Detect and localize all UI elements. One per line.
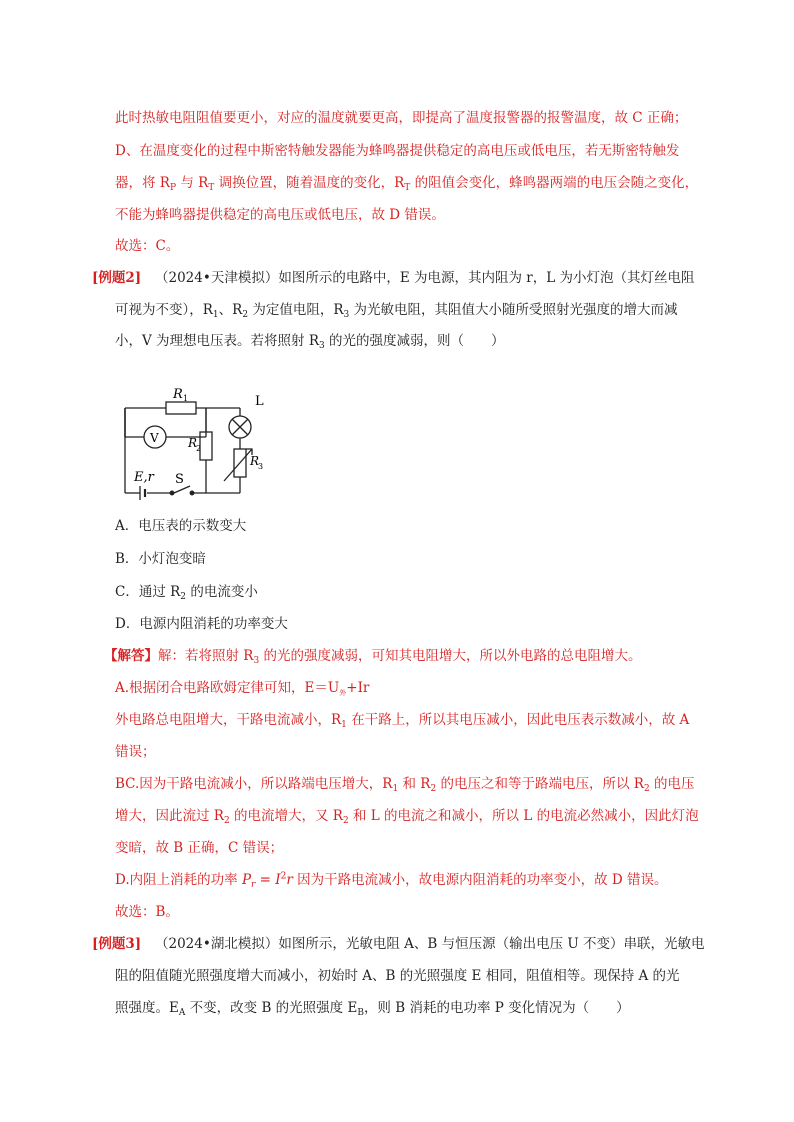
option-b: B．小灯泡变暗 xyxy=(115,551,206,567)
r1-sub: 1 xyxy=(183,394,189,403)
answer-line-6: 增大，因此流过 $R_2$ 的电流增大，又 $R_2$ 和 L 的电流之和减小，所以 L 的电流必然减小，因此灯泡 xyxy=(115,808,699,826)
option-c: C．通过 $R_2$ 的电流变小 xyxy=(115,584,258,602)
solution-line-3: 器，将 $R_P$ 与 $R_T$ 调换位置，随着温度的变化，$R_T$ 的阻值会变化，蜂鸣器两端的电压会随之变化， xyxy=(115,175,699,193)
option-d: D．电源内阻消耗的功率变大 xyxy=(115,616,288,632)
example-3-line-2: 阻的阻值随光照强度增大而减小，初始时 A、B 的光照强度 E 相同，阻值相等。现保持 A 的光 xyxy=(115,968,680,984)
lamp-label: L xyxy=(255,394,264,409)
example-2-line-1: （2024•天津模拟）如图所示的电路中，E 为电源，其内阻为 r，L 为小灯泡（其灯丝电阻 xyxy=(155,270,695,286)
answer-choice: 故选：B。 xyxy=(115,904,179,920)
example-2-line-2: 可视为不变），$R_1$、$R_2$ 为定值电阻，$R_3$ 为光敏电阻，其阻值大小随所受照射光强度的增大而减 xyxy=(115,302,678,320)
answer-tag: 【解答】 xyxy=(104,648,158,664)
answer-line-4: 错误； xyxy=(115,744,156,760)
example-2-tag: [例题2] xyxy=(92,270,142,286)
answer-line-8: D.内阻上消耗的功率 $P_r = I^2r$ 因为干路电流减小，故电源内阻消耗的功率变小，故 D 错误。 xyxy=(115,871,668,890)
answer-line-3: 外电路总电阻增大，干路电流减小，$R_1$ 在干路上，所以其电压减小，因此电压表示数减小，故 A xyxy=(115,712,690,730)
solution-line-4: 不能为蜂鸣器提供稳定的高电压或低电压，故 D 错误。 xyxy=(115,207,445,223)
r1-resistor xyxy=(166,402,196,414)
answer-line-5: BC.因为干路电流减小，所以路端电压增大，$R_1$ 和 $R_2$ 的电压之和等于路端电压，所以 $R_2$ 的电压 xyxy=(115,776,695,794)
circuit-diagram xyxy=(120,385,280,500)
example-3-line-3: 照强度。$E_A$ 不变，改变 B 的光照强度 $E_B$，则 B 消耗的电功率 P 变化情况为（ ） xyxy=(115,1000,630,1018)
answer-line-2: A.根据闭合电路欧姆定律可知，$E=U_外+Ir$ xyxy=(115,680,370,697)
solution-line-2: D、在温度变化的过程中斯密特触发器能为蜂鸣器提供稳定的高电压或低电压，若无斯密特触发 xyxy=(115,143,680,159)
solution-choice: 故选：C。 xyxy=(115,238,180,254)
example-2-line-3: 小，V 为理想电压表。若将照射 $R_3$ 的光的强度减弱，则（ ） xyxy=(115,333,505,351)
r1-label: R xyxy=(173,387,183,402)
switch-label: S xyxy=(175,472,184,487)
example-3-line-1: （2024•湖北模拟）如图所示，光敏电阻 A、B 与恒压源（输出电压 U 不变）串联，光敏电 xyxy=(155,936,705,952)
voltmeter-label: V xyxy=(150,431,159,445)
power-formula: $P_r = I^2r$ xyxy=(241,871,293,890)
battery-label: E,r xyxy=(134,470,154,485)
r2-label: R xyxy=(188,436,198,450)
option-a: A．电压表的示数变大 xyxy=(115,518,247,534)
solution-line-1: 此时热敏电阻阻值要更小，对应的温度就要更高，即提高了温度报警器的报警温度，故 C 正确； xyxy=(115,110,688,126)
r3-sub: 3 xyxy=(258,462,264,471)
answer-line-7: 变暗，故 B 正确，C 错误； xyxy=(115,840,284,856)
example-3-tag: [例题3] xyxy=(92,936,142,952)
r3-label: R xyxy=(250,454,260,468)
answer-line-1: 【解答】解：若将照射 $R_3$ 的光的强度减弱，可知其电阻增大，所以外电路的总电阻增大。 xyxy=(104,648,642,666)
r2-sub: 2 xyxy=(196,444,202,453)
